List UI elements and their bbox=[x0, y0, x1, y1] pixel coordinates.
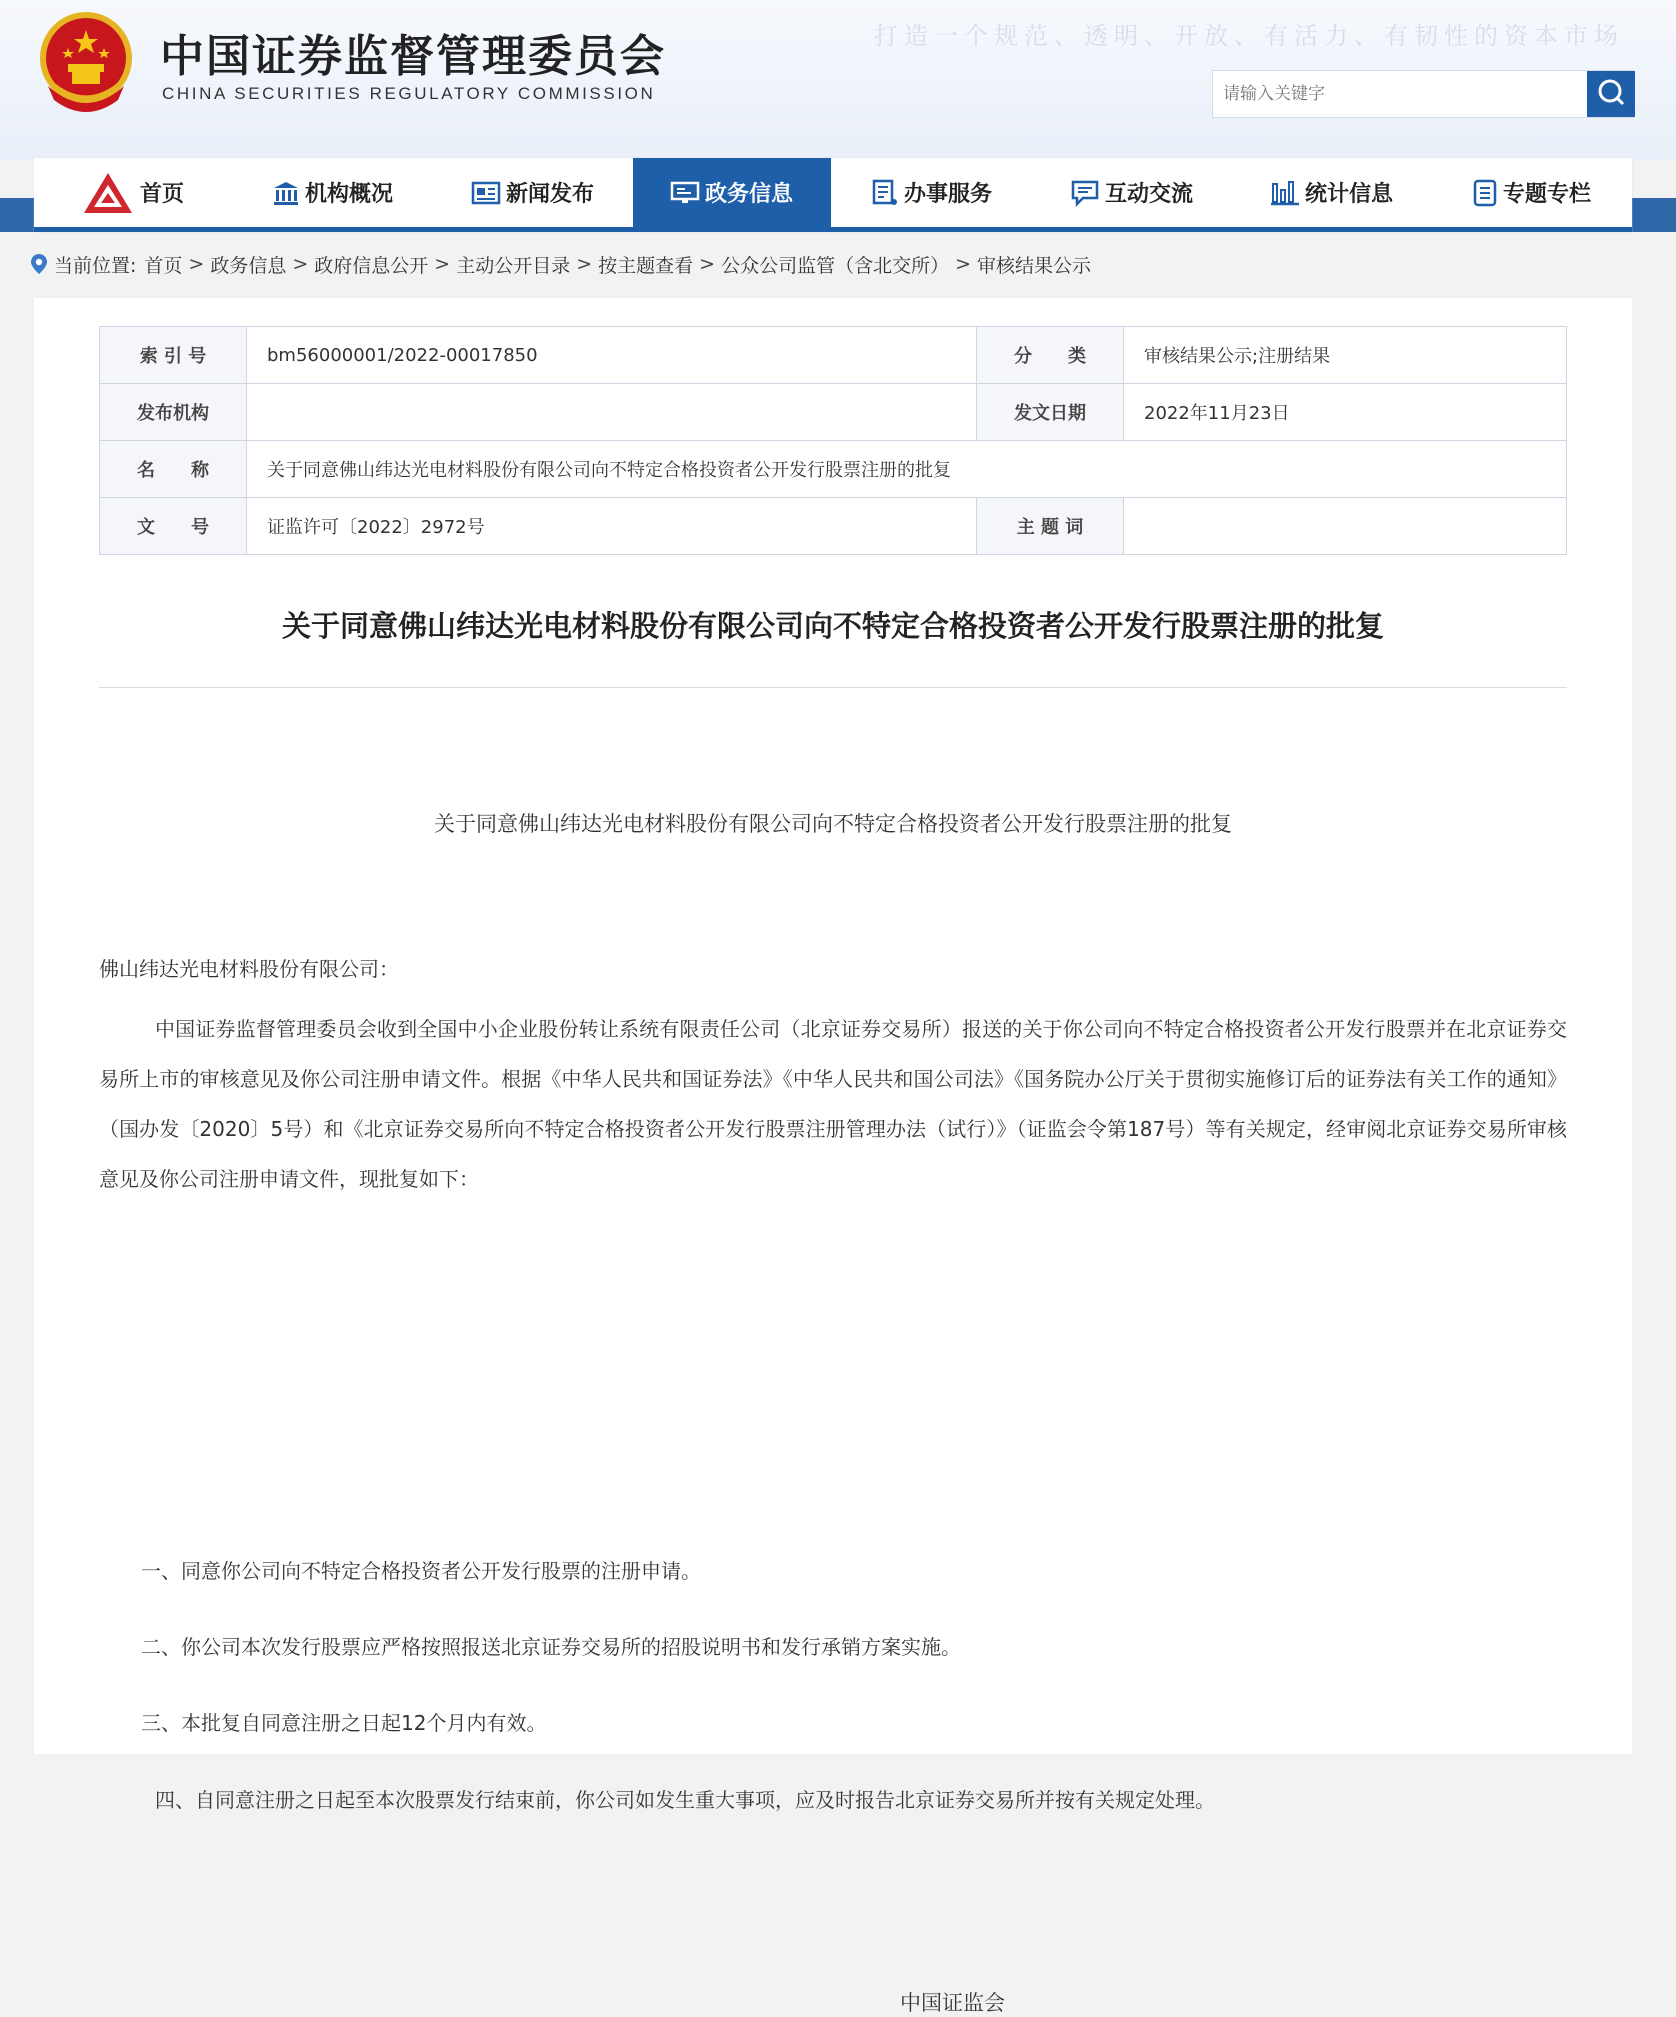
date-label: 发文日期 bbox=[977, 384, 1124, 441]
nav-band-left bbox=[0, 198, 34, 232]
news-icon bbox=[472, 181, 500, 205]
name-label: 名 称 bbox=[100, 441, 247, 498]
breadcrumb-item-review-results[interactable]: 审核结果公示 bbox=[977, 254, 1092, 277]
approval-item-4: 四、自同意注册之日起至本次股票发行结束前，你公司如发生重大事项，应及时报告北京证券交易所并按有关规定处理。 bbox=[155, 1788, 1215, 1812]
csrc-logo-icon bbox=[82, 171, 134, 215]
nav-label: 机构概况 bbox=[304, 182, 393, 207]
main-nav bbox=[34, 158, 1632, 232]
category-label: 分 类 bbox=[977, 327, 1124, 384]
monitor-icon bbox=[671, 181, 699, 205]
nav-label: 互动交流 bbox=[1104, 182, 1193, 207]
date-value: 2022年11月23日 bbox=[1124, 384, 1567, 441]
document-title: 关于同意佛山纬达光电材料股份有限公司向不特定合格投资者公开发行股票注册的批复 bbox=[281, 609, 1384, 643]
breadcrumb-item-home[interactable]: 首页 bbox=[144, 254, 183, 277]
breadcrumb-separator: > bbox=[292, 253, 309, 275]
site-title: 中国证券监督管理委员会 bbox=[160, 31, 666, 82]
content-panel bbox=[34, 298, 1632, 2015]
divider bbox=[99, 687, 1567, 688]
location-pin-icon bbox=[30, 253, 48, 275]
nav-item-home[interactable] bbox=[34, 158, 232, 227]
publisher-label: 发布机构 bbox=[100, 384, 247, 441]
table-row bbox=[100, 441, 1567, 498]
breadcrumb-item-gov-info[interactable]: 政务信息 bbox=[210, 254, 287, 277]
index-value: bm56000001/2022-00017850 bbox=[247, 327, 977, 384]
site-header bbox=[0, 0, 1676, 160]
table-row bbox=[100, 327, 1567, 384]
breadcrumb-item-disclosure[interactable]: 政府信息公开 bbox=[314, 254, 429, 277]
search-button[interactable] bbox=[1587, 71, 1635, 117]
nav-label: 统计信息 bbox=[1304, 182, 1393, 207]
nav-label: 政务信息 bbox=[704, 182, 793, 207]
category-value: 审核结果公示;注册结果 bbox=[1124, 327, 1567, 384]
breadcrumb-item-catalog[interactable]: 主动公开目录 bbox=[456, 254, 571, 277]
nav-band-right bbox=[1632, 198, 1676, 232]
approval-item-2: 二、你公司本次发行股票应严格按照报送北京证券交易所的招股说明书和发行承销方案实施。 bbox=[141, 1635, 961, 1659]
document-icon bbox=[872, 180, 898, 206]
nav-item-about[interactable] bbox=[234, 158, 432, 227]
index-label: 索 引 号 bbox=[100, 327, 247, 384]
document-subtitle: 关于同意佛山纬达光电材料股份有限公司向不特定合格投资者公开发行股票注册的批复 bbox=[434, 812, 1232, 836]
table-row bbox=[100, 384, 1567, 441]
nav-item-gov-info[interactable] bbox=[633, 158, 831, 227]
nav-label: 办事服务 bbox=[903, 182, 992, 207]
keywords-label: 主 题 词 bbox=[977, 498, 1124, 555]
building-icon bbox=[273, 181, 299, 205]
salutation: 佛山纬达光电材料股份有限公司： bbox=[99, 957, 399, 981]
main-paragraph: 中国证券监督管理委员会收到全国中小企业股份转让系统有限责任公司（北京证券交易所）报送的关于你公司向不特定合格投资者公开发行股票并在北京证券交易所上市的审核意见及你公司注册申请文件。根据《中华人民共和国证券法》《中华人民共和国公司法》《国务院办公厅关于贯彻实施修订后的证券法有关工作的通知》（国办发〔2020〕5号）和《北京证券交易所向不特定合格投资者公开发行股票注册管理办法（试行）》（证监会令第187号）等有关规定，经审阅北京证券交易所审核意见及你公司注册申请文件，现批复如下： bbox=[99, 1017, 1567, 1191]
nav-item-topics[interactable] bbox=[1433, 158, 1631, 227]
nav-item-statistics[interactable] bbox=[1233, 158, 1431, 227]
chat-icon bbox=[1071, 180, 1099, 206]
docno-label: 文 号 bbox=[100, 498, 247, 555]
nav-item-interaction[interactable] bbox=[1033, 158, 1231, 227]
name-value: 关于同意佛山纬达光电材料股份有限公司向不特定合格投资者公开发行股票注册的批复 bbox=[247, 441, 1567, 498]
publisher-value bbox=[247, 384, 977, 441]
breadcrumb-separator: > bbox=[434, 253, 451, 275]
approval-item-3: 三、本批复自同意注册之日起12个月内有效。 bbox=[141, 1711, 547, 1735]
list-icon bbox=[1473, 179, 1497, 207]
breadcrumb-separator: > bbox=[955, 253, 972, 275]
site-slogan: 打造一个规范、透明、开放、有活力、有韧性的资本市场 bbox=[874, 22, 1624, 50]
breadcrumb-separator: > bbox=[188, 253, 205, 275]
search-box bbox=[1212, 70, 1634, 118]
nav-label: 新闻发布 bbox=[505, 182, 594, 207]
nav-label: 首页 bbox=[139, 182, 184, 207]
search-input[interactable] bbox=[1213, 71, 1585, 117]
breadcrumb bbox=[30, 248, 1091, 280]
approval-item-1: 一、同意你公司向不特定合格投资者公开发行股票的注册申请。 bbox=[141, 1559, 701, 1583]
breadcrumb-separator: > bbox=[576, 253, 593, 275]
site-subtitle: CHINA SECURITIES REGULATORY COMMISSION bbox=[162, 84, 656, 103]
bar-chart-icon bbox=[1271, 180, 1299, 206]
breadcrumb-separator: > bbox=[699, 253, 716, 275]
signature: 中国证监会 bbox=[900, 1991, 1005, 2015]
docno-value: 证监许可〔2022〕2972号 bbox=[247, 498, 977, 555]
nav-item-services[interactable] bbox=[833, 158, 1031, 227]
search-icon bbox=[1596, 77, 1626, 111]
table-row bbox=[100, 498, 1567, 555]
breadcrumb-item-public-company[interactable]: 公众公司监管（含北交所） bbox=[721, 254, 950, 277]
breadcrumb-prefix: 当前位置: bbox=[54, 254, 137, 277]
metadata-table bbox=[99, 326, 1567, 555]
nav-label: 专题专栏 bbox=[1502, 182, 1591, 207]
keywords-value bbox=[1124, 498, 1567, 555]
breadcrumb-item-by-topic[interactable]: 按主题查看 bbox=[598, 254, 694, 277]
nav-item-news[interactable] bbox=[434, 158, 632, 227]
national-emblem-icon[interactable] bbox=[34, 8, 138, 120]
